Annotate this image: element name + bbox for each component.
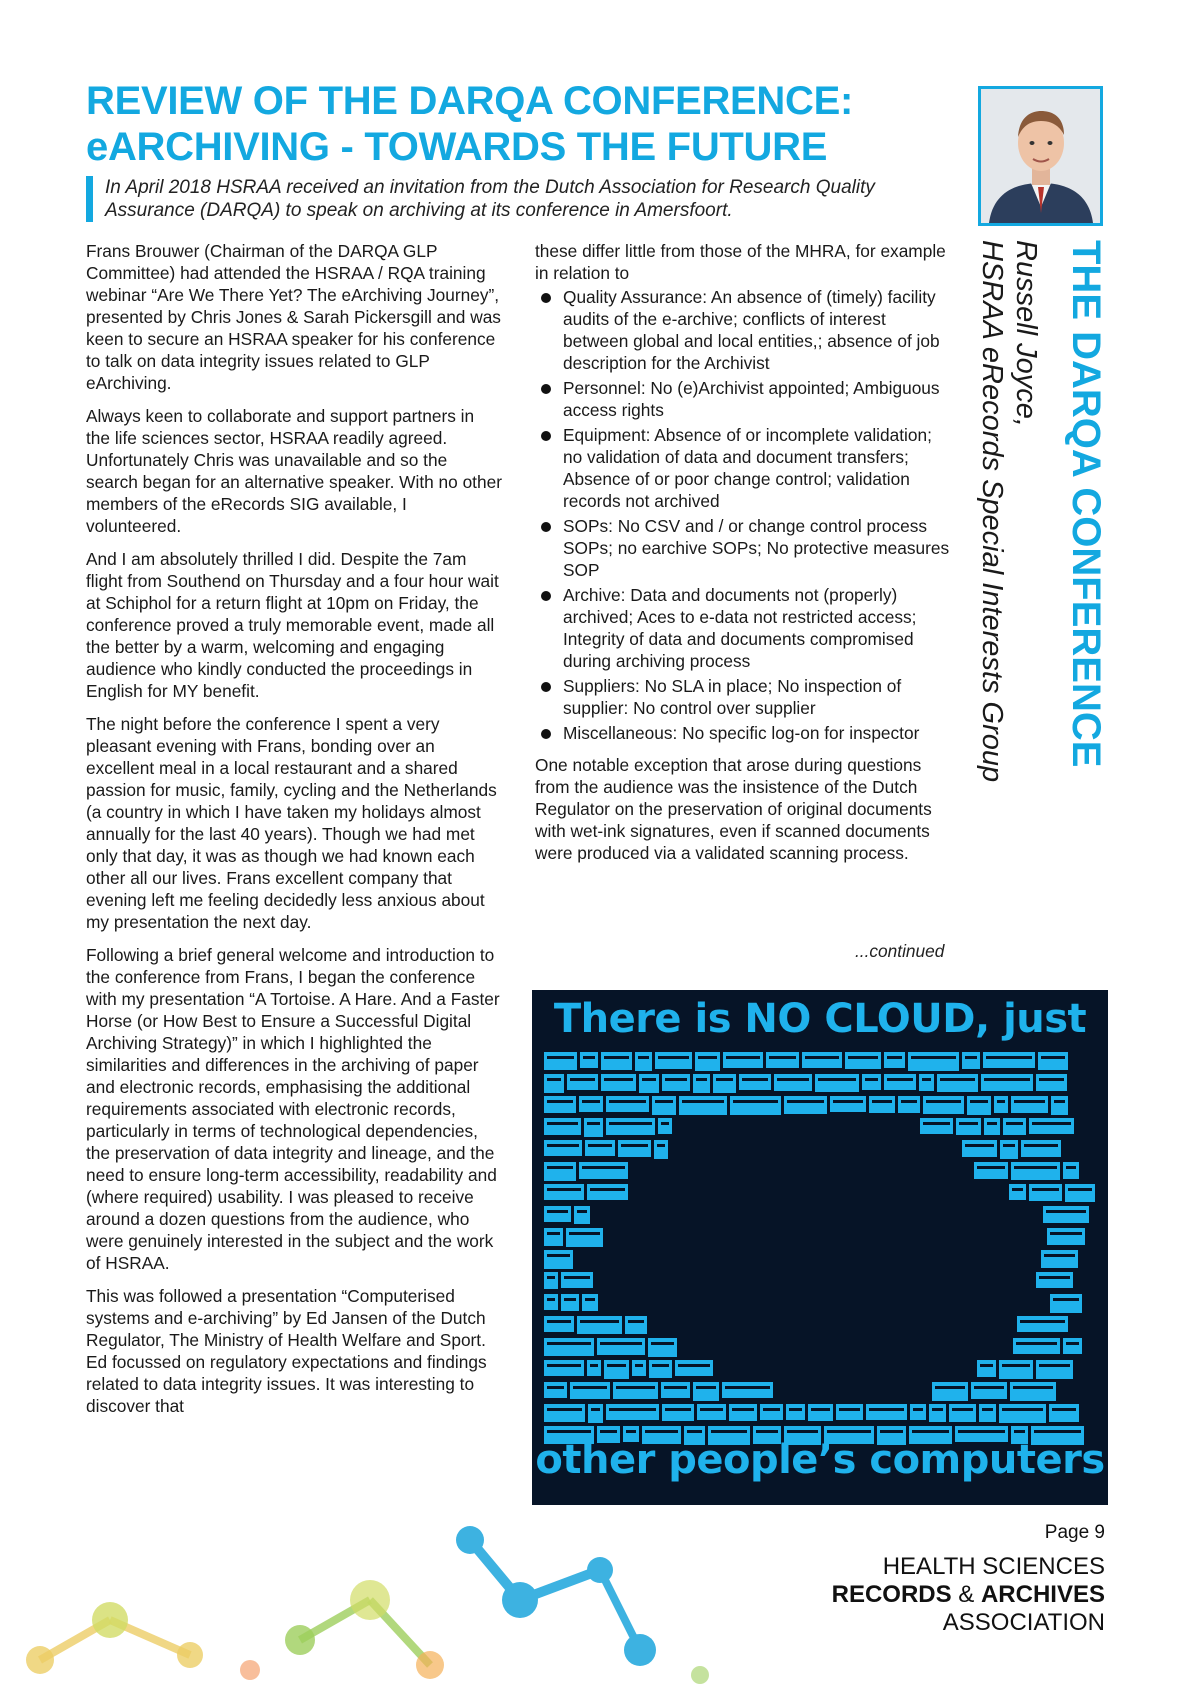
title-line-2: eARCHIVING - TOWARDS THE FUTURE — [86, 125, 828, 169]
list-item — [535, 377, 955, 421]
cloud-bottom-text: other people’s computers — [535, 1437, 1105, 1483]
paragraph: Always keen to collaborate and support partners in the life sciences sector, HSRAA readily agreed. Unfortunately Chris was unavailable and so the search began for an alternative speaker. With no other members of the eRecords SIG available, I volunteered. — [86, 406, 502, 536]
archives-word: ARCHIVES — [980, 1581, 1105, 1608]
article-column-2 — [535, 240, 955, 875]
bullet-icon — [541, 384, 551, 394]
ampersand: & — [951, 1581, 981, 1608]
bullet-icon — [541, 729, 551, 739]
sidebar-byline — [960, 240, 1110, 840]
page-number: Page 9 — [1044, 1522, 1105, 1543]
paragraph: And I am absolutely thrilled I did. Despite the 7am flight from Southend on Thursday and a four hour wait at Schiphol for a return flight at 10pm on Friday, the conference proved a truly memorable event, made all the better by a warm, welcoming and engaging audience who kindly conducted the proceedings in English for MY benefit. — [86, 549, 499, 701]
paragraph: The night before the conference I spent a very pleasant evening with Frans, bonding over an excellent meal in a local restaurant and a shared passion for music, family, cycling and the Netherlands (a country in which I have taken my holidays almost annually for the last 40 years). Though we had met only that day, it was as though we had known each other all our lives. Frans excellent company that evening left me feeling decidedly less anxious about my presentation the next day. — [86, 714, 497, 932]
paragraph: One notable exception that arose during questions from the audience was the insistence of the Dutch Regulator on the preservation of original documents with wet-ink signatures, even if scanned documents were produced via a validated scanning process. — [535, 755, 932, 863]
list-item — [535, 286, 955, 374]
cloud-top-text: There is NO CLOUD, just — [553, 996, 1087, 1042]
list-item-text: Miscellaneous: No specific log-on for inspector — [563, 723, 920, 743]
list-item — [535, 675, 955, 719]
author-photo — [978, 86, 1103, 226]
association-line-1: HEALTH SCIENCES — [882, 1553, 1105, 1580]
list-item-text: Equipment: Absence of or incomplete validation; no validation of data and document transfers; Absence of or poor change control; validation records not archived — [563, 425, 932, 511]
sidebar-title: THE DARQA CONFERENCE — [1064, 240, 1108, 768]
bullet-icon — [541, 431, 551, 441]
title-line-1: REVIEW OF THE DARQA CONFERENCE: — [86, 79, 854, 123]
paragraph: Frans Brouwer (Chairman of the DARQA GLP Committee) had attended the HSRAA / RQA training webinar “Are We There Yet? The eArchiving Journey”, presented by Chris Jones & Sarah Pickersgill and was keen to secure an HSRAA speaker for his conference to talk on data integrity issues related to GLP eArchiving. — [86, 241, 501, 393]
association-line-3: ASSOCIATION — [942, 1609, 1105, 1636]
bullet-icon — [541, 293, 551, 303]
author-role: HSRAA eRecords Special Interests Group — [976, 240, 1008, 783]
paragraph: these differ little from those of the MHRA, for example in relation to — [535, 241, 946, 283]
intro-paragraph: In April 2018 HSRAA received an invitation from the Dutch Association for Research Quality Assurance (DARQA) to speak on archiving at its conference in Amersfoort. — [86, 176, 935, 222]
list-item-text: Personnel: No (e)Archivist appointed; Ambiguous access rights — [563, 378, 940, 420]
list-item — [535, 424, 955, 512]
author-portrait-icon — [981, 89, 1100, 223]
paragraph: Following a brief general welcome and introduction to the conference from Frans, I began the conference with my presentation “A Tortoise. A Hare. And a Faster Horse (or How Best to Ensure a Successful Digital Archiving Strategy)” in which I highlighted the similarities and differences in the archiving of paper and electronic records, emphasising the additional requirements associated with electronic records, particularly in terms of technological dependencies, the preservation of data integrity and lineage, and the need to ensure long-term accessibility, readability and (where required) usability. I was pleased to receive around a dozen questions from the audience, who were genuinely interested in the subject and the work of HSRAA. — [86, 945, 500, 1273]
paragraph: This was followed a presentation “Computerised systems and e-archiving” by Ed Jansen of the Dutch Regulator, The Ministry of Health Welfare and Sport. Ed focussed on regulatory expectations and findings related to data integrity issues. It was interesting to discover that — [86, 1286, 487, 1416]
molecule-decoration-icon — [0, 1480, 1193, 1684]
continued-note: ...continued — [855, 941, 945, 961]
list-item-text: SOPs: No CSV and / or change control process SOPs; no earchive SOPs; No protective measures SOP — [563, 516, 950, 580]
list-item-text: Quality Assurance: An absence of (timely) facility audits of the e-archive; conflicts of interest between global and local entities,; absence of job description for the Archivist — [563, 287, 940, 373]
article-column-1 — [86, 240, 502, 1428]
cloud-illustration — [532, 990, 1108, 1505]
bullet-icon — [541, 522, 551, 532]
list-item — [535, 722, 955, 744]
article-title — [86, 78, 926, 170]
findings-list — [535, 286, 955, 744]
list-item-text: Suppliers: No SLA in place; No inspection of supplier: No control over supplier — [563, 676, 902, 718]
list-item — [535, 584, 955, 672]
list-item — [535, 515, 955, 581]
bullet-icon — [541, 682, 551, 692]
author-name: Russell Joyce, — [1010, 240, 1042, 427]
list-item-text: Archive: Data and documents not (properly) archived; Aces to e-data not restricted access; Integrity of data and documents compromised during archiving process — [563, 585, 917, 671]
records-word: RECORDS — [831, 1581, 952, 1608]
server-cloud-icon — [532, 990, 1108, 1505]
bullet-icon — [541, 591, 551, 601]
